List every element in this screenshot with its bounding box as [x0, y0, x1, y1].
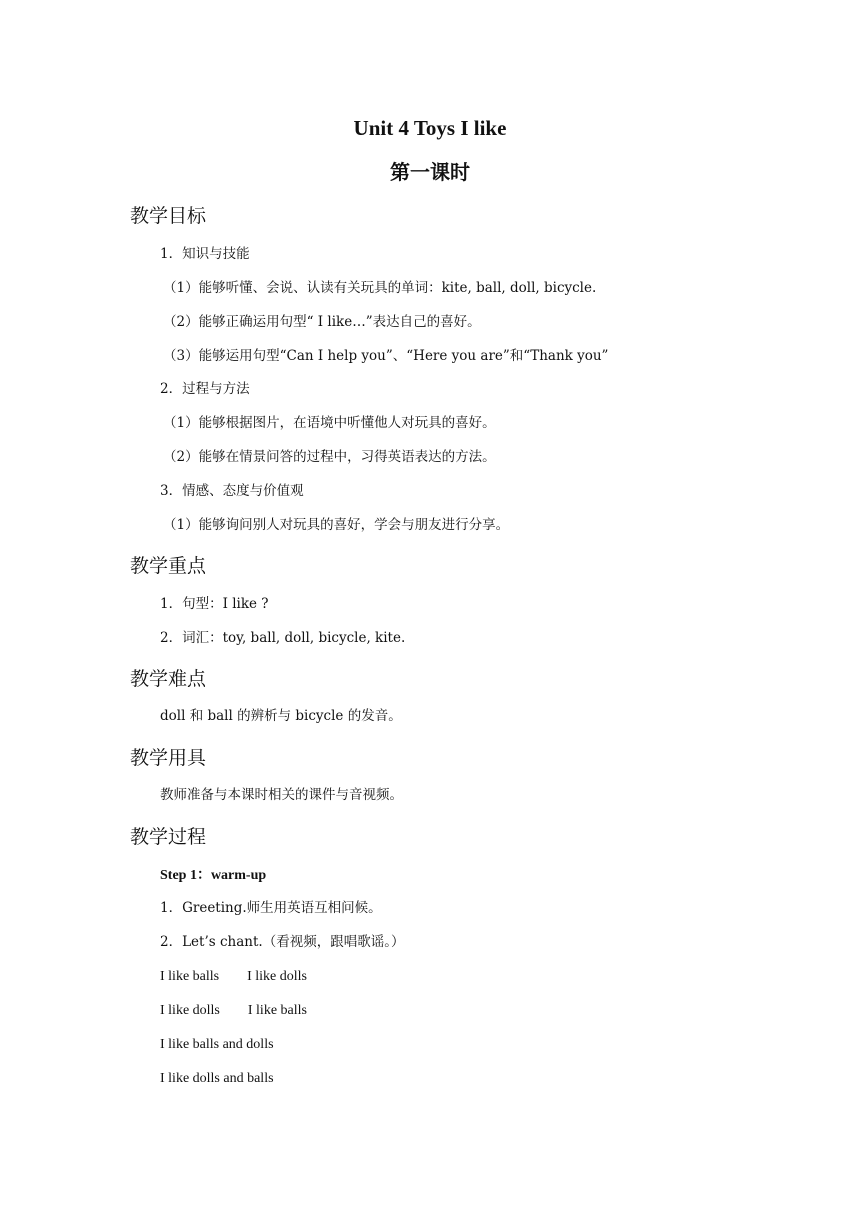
chant-line: I like dolls I like balls: [160, 1003, 307, 1018]
objective-item: （1）能够询问别人对玩具的喜好，学会与朋友进行分享。: [163, 517, 510, 533]
key-point-item: 1．句型：I like ?: [160, 596, 269, 612]
tools-text: 教师准备与本课时相关的课件与音视频。: [160, 787, 403, 803]
process-item: 2．Let’s chant.（看视频，跟唱歌谣。）: [160, 934, 405, 950]
lesson-subtitle: 第一课时: [390, 160, 470, 184]
heading-difficulties: 教学难点: [130, 668, 207, 690]
heading-key-points: 教学重点: [130, 555, 207, 577]
objective-item: 1．知识与技能: [160, 246, 250, 262]
objective-item: 2．过程与方法: [160, 381, 250, 397]
objective-item: （3）能够运用句型“Can I help you”、“Here you are”和“Thank you”: [163, 348, 609, 364]
heading-process: 教学过程: [130, 826, 207, 848]
step-title: Step 1：warm-up: [160, 868, 267, 883]
chant-line: I like dolls and balls: [160, 1071, 274, 1086]
heading-objectives: 教学目标: [130, 205, 207, 227]
objective-item: （2）能够在情景问答的过程中，习得英语表达的方法。: [163, 449, 496, 465]
process-item: 1．Greeting.师生用英语互相问候。: [160, 900, 382, 916]
key-point-item: 2．词汇：toy, ball, doll, bicycle, kite.: [160, 630, 406, 646]
document-title: Unit 4 Toys I like: [353, 116, 507, 140]
chant-line: I like balls and dolls: [160, 1037, 274, 1052]
objective-item: （1）能够听懂、会说、认读有关玩具的单词：kite, ball, doll, bicycle.: [163, 280, 597, 296]
heading-tools: 教学用具: [130, 747, 207, 769]
objective-item: 3．情感、态度与价值观: [160, 483, 304, 499]
objective-item: （1）能够根据图片，在语境中听懂他人对玩具的喜好。: [163, 415, 496, 431]
difficulties-text: doll 和 ball 的辨析与 bicycle 的发音。: [160, 708, 402, 724]
objective-item: （2）能够正确运用句型“ I like…”表达自己的喜好。: [163, 314, 481, 330]
chant-line: I like balls I like dolls: [160, 969, 307, 984]
